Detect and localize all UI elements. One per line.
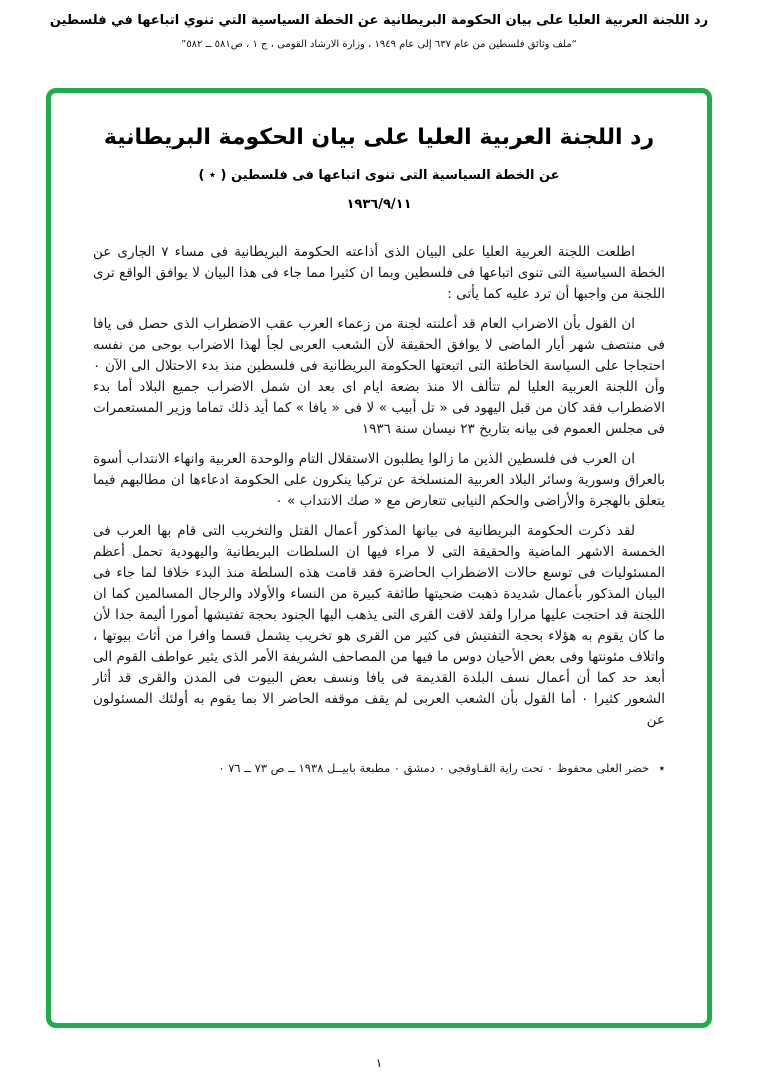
paragraph-1: اطلعت اللجنة العربية العليا على البيان الذى أذاعته الحكومة البريطانية فى مساء ٧ الجارى عن الخطة السياسية التى تنوى اتباعها فى فلسطين وبما ان كثيرا مما جاء فى هذا البيان لا يوافق الواقع ترى اللجنة من واجبها أن ترد عليه كما يأتى :: [93, 244, 665, 302]
page-header: [0, 0, 758, 50]
document-title: رد اللجنة العربية العليا على بيان الحكومة البريطانية: [103, 125, 655, 150]
document-frame: [46, 88, 712, 1028]
paragraph-4: لقد ذكرت الحكومة البريطانية فى بيانها المذكور أعمال القتل والتخريب التى قام بها العرب فى الخمسة الاشهر الماضية والحقيقة التى لا مراء فيها ان السلطات البريطانية واليهودية تحمل أعظم المسئوليات فى توسع حالات الاضطراب الحاضرة فقد قامت هذه السلطة منذ البدء خلافا لما جاء فى البيان المذكور بأعمال شديدة ذهبت ضحيتها طائفة كبيرة من النساء والأولاد والرجال المسالمين كما ان اللجنة قد احتجت عليها مرارا ولقد لاقت القرى التى يذهب اليها الجنود بحجة تفتيشها أمورا أليمة جدا لأن ما كان يقوم به هؤلاء بحجة التفتيش فى كثير من القرى هو تخريب يشمل قسما وافرا من أثاث بيوتها ، واتلاف مئونتها وفى بعض الأحيان دوس ما فيها من المصاحف الشريفة الأمر الذى يثير عواطف القوم الى أبعد حد كما أن أعمال نسف البلدة القديمة فى يافا ونسف بعض البيوت فى المدن والقرى قد أثار الشعور كثيرا ۰ أما القول بأن الشعب العربى لم يقف موقفه الحاضر الا بما يقوم به أولئك المسئولون عن: [93, 523, 665, 728]
document-subtitle: عن الخطة السياسية التى تنوى اتباعها فى فلسطين ( ٭ ): [198, 168, 560, 183]
document-date: ١٩٣٦/٩/١١: [346, 197, 412, 212]
header-title: رد اللجنة العربية العليا على بيان الحكومة البريطانية عن الخطة السياسية التي تنوي اتباعها في فلسطين: [49, 13, 709, 28]
footnote: [93, 759, 665, 778]
header-source-citation: “ملف وثائق فلسطين من عام ٦٣٧ إلى عام ١٩٤٩ ، وزارة الارشاد القومى ، ج ١ ، ص٥٨١ ــ ٥٨٢”: [181, 39, 577, 51]
footnote-text: خضر العلى محفوظ ۰ تحت راية القـاوقجى ۰ دمشق ۰ مطبعة بابيــل ١٩٣٨ ــ ص ٧٣ ــ ٧٦ ۰: [218, 761, 650, 775]
footnote-asterisk-marker: ٭: [658, 761, 665, 775]
page-number: ١: [375, 1056, 383, 1070]
paragraph-3: ان العرب فى فلسطين الذين ما زالوا يطلبون الاستقلال التام والوحدة العربية وانهاء الانتداب أسوة بالعراق وسورية وسائر البلاد العربية المنسلخة عن تركيا ينكرون على الحكومة ادعاءها ان مطالبهم فيما يتعلق بالهجرة والأراضى والحكم النيابى تتعارض مع « صك الانتداب » ۰: [93, 451, 665, 509]
paragraph-2: ان القول بأن الاضراب العام قد أعلنته لجنة من زعماء العرب عقب الاضطراب الذى حصل فى يافا فى منتصف شهر أيار الماضى لا يوافق الحقيقة لأن الشعب العربى لجأ لهذا الاضراب بوحى من نفسه احتجاجا على السياسة الخاطئة التى اتبعتها الحكومة البريطانية فى فلسطين منذ بدء الاحتلال الى الآن ۰ وأن اللجنة العربية العليا لم تتألف الا منذ بضعة ايام اى بعد ان شمل الاضراب جميع البلاد أما بدء الاضطراب فقد كان من قبل اليهود فى « تل أبيب » لا فى « يافا » كما أيد ذلك تماما وزير المستعمرات فى مجلس العموم فى بيانه بتاريخ ٢٣ نيسان سنة ١٩٣٦: [93, 316, 665, 437]
